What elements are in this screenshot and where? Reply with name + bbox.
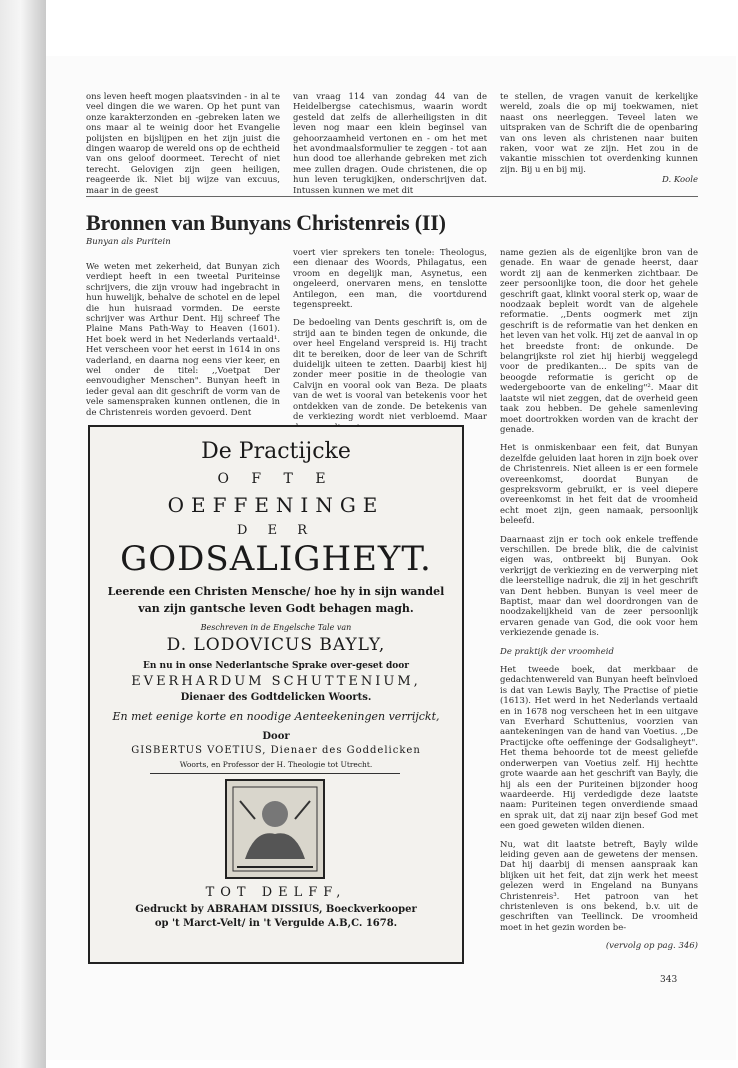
tp-line: EVERHARDUM SCHUTTENIUM, xyxy=(131,674,421,689)
tp-line: op 't Marct-Velt/ in 't Vergulde A.B,C. 1678. xyxy=(154,918,398,929)
paragraph: voert vier sprekers ten tonele: Theologus, een dienaar des Woords, Philagatus, een vroom en degelijk man, Asynetus, een ongeleerd, onervaren mens, en tenslotte Antilegon, een man, die voortdurend tegenspreekt. xyxy=(293,248,487,311)
paragraph: Daarnaast zijn er toch ook enkele treffende verschillen. De brede blik, die de calvinist eigen was, ontbreekt bij Bunyan. Ook verkrijgt de verkiezing en de verwerping niet die leerstellige nadruk, die zij in het geschrift van Dent hebben. Bunyan is veel meer de Baptist, maar dan wel doordrongen van de noodzakelijkheid van de zeer persoonlijk ervaren genade van God, die ook voor hem verkiezende genade is. xyxy=(500,534,698,639)
paragraph: name gezien als de eigenlijke bron van de genade. En waar de genade heerst, daar wordt zij aan de kenmerken zichtbaar. De zeer persoonlijke toon, die door het gehele geschrift gaat, klinkt vooral sterk op, waar de noodzaak bepleit wordt van de algehele reformatie. ,,Dents oogmerk met zijn geschrift is de reformatie van het denken en het leven van het volk. Hij zet de aanval in op het breedste front: de onkunde. De belangrijkste rol ziet hij hierbij weggelegd voor de predikanten... De spits van de beoogde reformatie is gericht op de wedergeboorte van de enkeling"². Maar dit laatste wil niet zeggen, dat de overheid geen taak zou hebben. De gehele samenleving moet doortrokken worden van de kracht der genade. xyxy=(500,248,698,435)
tp-line: van zijn gantsche leven Godt behagen magh. xyxy=(138,602,414,615)
tp-line: OEFFENINGE xyxy=(167,493,385,517)
article-subtitle: Bunyan als Puritein xyxy=(86,237,171,247)
tp-line: GODSALIGHEYT. xyxy=(120,539,432,579)
tp-line: Gedruckt by ABRAHAM DISSIUS, Boeckverkooper xyxy=(135,904,417,915)
book-spine xyxy=(0,0,46,1068)
tp-line: Dienaer des Godtdelicken Woorts. xyxy=(180,692,372,703)
top-column-1: ons leven heeft mogen plaatsvinden - in al te veel dingen die we waren. Op het punt van onze karakterzonden en -gebreken laten we ons maar al te weinig door het Evangelie polijsten en bijslijpen en het zijn juist die dingen waarop de wereld ons op de echtheid van ons geloof doormeet. Terecht of niet terecht. Gelovigen zijn geen heiligen, reageerde ik. Niet bij wijze van excuus, maar in de geest xyxy=(86,92,280,196)
tp-line: Door xyxy=(262,731,290,742)
tp-line: D. LODOVICUS BAYLY, xyxy=(166,635,386,655)
tp-line: D E R xyxy=(237,523,315,538)
section-heading: De praktijk der vroomheid xyxy=(500,646,614,657)
page-number: 343 xyxy=(660,975,678,985)
article-column-2 xyxy=(293,248,487,441)
paragraph: Het tweede boek, dat merkbaar de gedachtenwereld van Bunyan heeft beïnvloed is dat van Lewis Bayly, The Practise of pietie (1613). Het werd in het Nederlands vertaald en in 1678 nog verscheen het in een uitgave van Everhard Schuttenius, voorzien van aantekeningen van de hand van Voetius. ,,De Practijcke ofte oeffeninge der Godsaligheyt". Het thema behoorde tot de meest geliefde onderwerpen van Voetius zelf. Hij hechtte grote waarde aan het geschrift van Bayly, die hij als een der Puriteinen bijzonder hoog waardeerde. Hij verdedigde deze laatste naam: Puriteinen tegen onverdiende smaad en sprak uit, dat zij naar zijn besef God met een goed geweten wilden dienen. xyxy=(500,665,698,832)
article-column-3 xyxy=(500,248,698,960)
paragraph: We weten met zekerheid, dat Bunyan zich verdiept heeft in een tweetal Puriteinse schrijvers, die zijn vrouw had ingebracht in hun huwelijk, behalve de schotel en de lepel die hun huisraad vormden. De eerste schrijver was Arthur Dent. Hij schreef The Plaine Mans Path-Way to Heaven (1601). Het boek werd in het Nederlands vertaald¹. Het verscheen voor het eerst in 1614 in ons vaderland, en daarna nog eens vier keer, en wel onder de titel: ,,Voetpat Der eenvoudigher Menschen". Bunyan heeft in ieder geval aan dit geschrift de vorm van de vele samenspraken kunnen ontlenen, die in de Christenreis worden gevoerd. Dent xyxy=(86,262,280,418)
top-column-2: van vraag 114 van zondag 44 van de Heidelbergse catechismus, waarin wordt gesteld dat zelfs de allerheiligsten in dit leven nog maar een klein beginsel van gehoorzaamheid vertonen en - om het met het avondmaalsformulier te zeggen - tot aan hun dood toe allerhande gebreken met zich mee zullen dragen. Oude christenen, die op hun leven terugkijken, onderschrijven dat. Intussen kunnen we met dit xyxy=(293,92,487,196)
tp-line: Woorts, en Professor der H. Theologie tot Utrecht. xyxy=(179,760,373,769)
printers-device-woodcut xyxy=(225,779,325,879)
article-title: Bronnen van Bunyans Christenreis (II) xyxy=(86,210,446,235)
tp-line: TOT DELFF, xyxy=(205,885,347,900)
section-divider xyxy=(86,196,698,197)
paragraph: Het is onmiskenbaar een feit, dat Bunyan dezelfde geluiden laat horen in zijn boek over de Christenreis. Niet alleen is er een formele overeenkomst, doordat Bunyan de gespreksvorm gebruikt, er is veel diepere overeenkomst in het feit dat de vroomheid echt moet zijn, geen namaak, persoonlijk beleefd. xyxy=(500,443,698,527)
tp-line: En nu in onse Nederlantsche Sprake over-geset door xyxy=(143,661,409,671)
tp-line: En met eenige korte en noodige Aenteekeningen verrijckt, xyxy=(112,710,440,723)
tp-rule xyxy=(150,773,400,774)
tp-line: Leerende een Christen Mensche/ hoe hy in sijn wandel xyxy=(107,585,445,598)
tp-line: Beschreven in de Engelsche Tale van xyxy=(200,623,352,632)
paragraph: De bedoeling van Dents geschrift is, om de strijd aan te binden tegen de onkunde, die over heel Engeland verspreid is. Hij tracht dit te bereiken, door de leer van de Schrift duidelijk uiteen te zetten. Daarbij kiest hij zonder meer positie in de theologie van Calvijn en vooral ook van Beza. De plaats van de wet is vooral van betekenis voor het ontdekken van de zonde. De betekenis van de verkiezing wordt niet verbloemd. Maar xyxy=(293,318,487,423)
author-signature: D. Koole xyxy=(661,175,698,185)
tp-line: O F T E xyxy=(217,471,335,487)
tp-line: De Practijcke xyxy=(201,439,351,464)
paragraph: Nu, wat dit laatste betreft, Bayly wilde leiding geven aan de gewetens der mensen. Dat hij daarbij di mensen aanspraak kan blijken uit het feit, dat zijn werk het meest gelezen werd in Engeland na Bunyans Christenreis³. Het patroon van het christenleven is ons bekend, b.v. uit de geschriften van Teellinck. De vroomheid moet in het gezin worden be- xyxy=(500,839,698,933)
top-column-3: te stellen, de vragen vanuit de kerkelijke wereld, zoals die op mij toekwamen, niet naast ons neerleggen. Teveel laten we uitspraken van de Schrift die de openbaring van ons leven als christenen naar buiten raken, voor wat ze zijn. Het zou in de vakantie misschien tot overdenking kunnen zijn. Bij u en bij mij. xyxy=(500,92,698,175)
tp-line: GISBERTUS VOETIUS, Dienaer des Goddelicken xyxy=(131,745,421,756)
article-column-1 xyxy=(86,262,280,426)
continued-note: (vervolg op pag. 346) xyxy=(605,941,698,952)
title-page-facsimile xyxy=(88,425,464,964)
